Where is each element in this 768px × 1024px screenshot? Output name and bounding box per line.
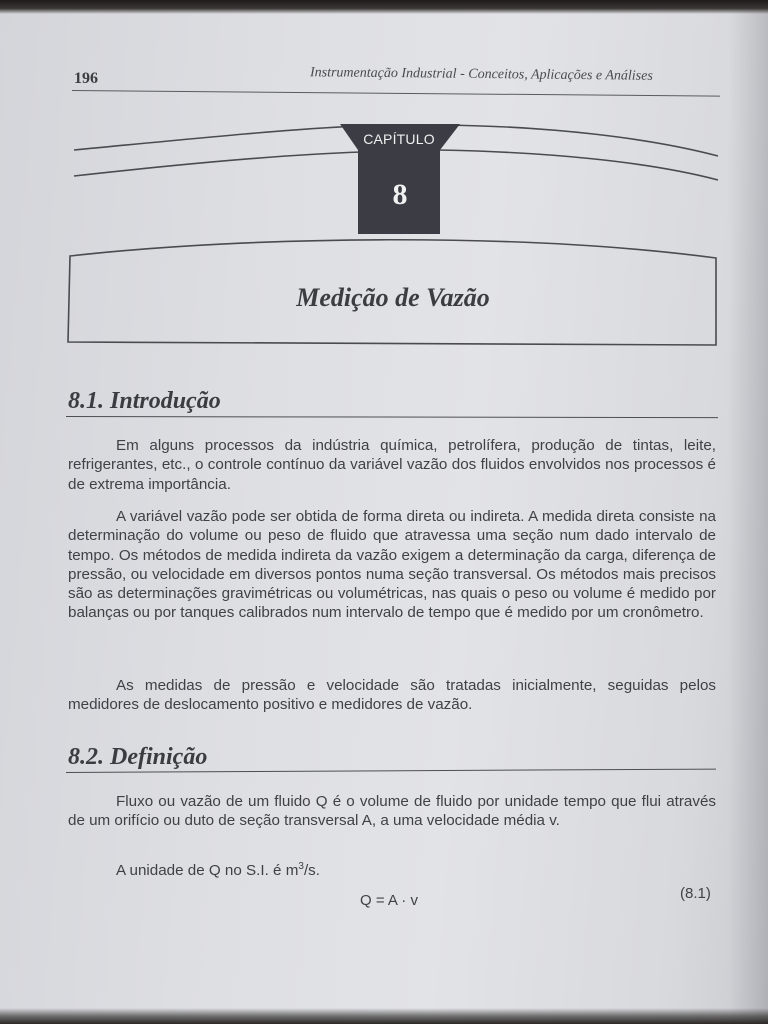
section-rule — [66, 416, 718, 418]
chapter-number: 8 — [392, 178, 408, 211]
chapter-label: CAPÍTULO — [363, 131, 435, 147]
section-heading-introducao: 8.1. Introdução — [68, 388, 221, 414]
paragraph: A variável vazão pode ser obtida de forma direta ou indireta. A medida direta consiste na determinação do volume ou peso de fluido que atravessa uma seção num dado intervalo de tempo. Os métodos de medida indireta da vazão exigem a determinação da carga, diferença de pressão, ou velocidade em diversos pontos numa seção transversal. Os métodos mais precisos são as determinações gravimétricas ou volumétricas, nas quais o peso ou volume é medido por balanças ou por tanques calibrados num intervalo de tempo que é medido por um cronômetro. — [68, 508, 716, 622]
unit-tail: /s. — [303, 862, 320, 879]
paragraph: As medidas de pressão e velocidade são tratadas inicialmente, seguidas pelos medidores de deslocamento positivo e medidores de vazão. — [68, 677, 716, 714]
page-number: 196 — [74, 70, 98, 87]
unit-text: A unidade de Q no S.I. é m — [116, 862, 299, 879]
running-header-title: Instrumentação Industrial - Conceitos, Aplicações e Análises — [309, 65, 653, 84]
equation-number: (8.1) — [680, 885, 711, 902]
section-heading-definicao: 8.2. Definição — [68, 744, 208, 770]
top-edge-shadow — [0, 0, 768, 14]
equation: Q = A · v — [360, 892, 418, 909]
chapter-title: Medição de Vazão — [296, 283, 490, 312]
bottom-edge-shadow — [0, 1008, 768, 1024]
unit-statement — [68, 861, 716, 880]
paragraph: Fluxo ou vazão de um fluido Q é o volume de fluido por unidade tempo que flui através de um orifício ou duto de seção transversal A, a uma velocidade média v. — [68, 793, 716, 830]
unit-exponent: 3 — [298, 860, 304, 872]
paragraph: Em alguns processos da indústria química, petrolífera, produção de tintas, leite, refrigerantes, etc., o controle contínuo da variável vazão dos fluidos envolvidos nos processos é de extrema importância. — [68, 437, 716, 493]
